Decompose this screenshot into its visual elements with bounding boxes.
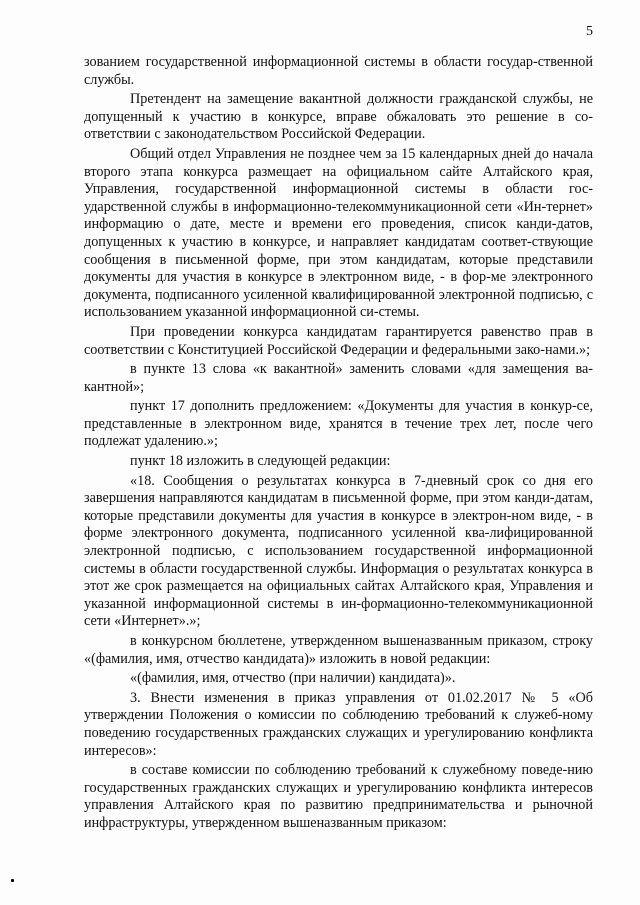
paragraph-general-department: Общий отдел Управления не позднее чем за 15 календарных дней до начала второго этапа конкурса размещает на официальном сайте Алтайского края, Управления, государственной информационной системы в области гос-ударственной службы в информационно-телекоммуникационной сети «Ин-тернет» информацию о дате, месте и времени его проведения, список канди-датов, допущенных к участию в конкурсе, и направляет кандидатам соответ-ствующие сообщения в письменной форме, при этом кандидатам, которые представили документы для участия в конкурсе в электронном виде, - в фор-ме электронного документа, подписанного усиленной квалифицированной электронной подписью, с использованием указанной информационной си-стемы.	[84, 145, 593, 321]
paragraph-equal-rights: При проведении конкурса кандидатам гарантируется равенство прав в соответствии с Конституцией Российской Федерации и федеральными зако-нами.»;	[84, 323, 593, 358]
paragraph-ballot: в конкурсном бюллетене, утвержденном вышеназванным приказом, строку «(фамилия, имя, отчество кандидата)» изложить в новой редакции:	[84, 633, 593, 667]
paragraph-item-13: в пункте 13 слова «к вакантной» заменить словами «для замещения ва-кантной»;	[84, 361, 593, 395]
document-body	[84, 54, 593, 835]
paragraph-appeal-right: Претендент на замещение вакантной должности гражданской службы, не допущенный к участию в конкурсе, вправе обжаловать это решение в со-ответствии с законодательством Российской Федерации.	[84, 91, 593, 143]
page-number: 5	[586, 24, 593, 39]
paragraph-item-17: пункт 17 дополнить предложением: «Документы для участия в конкур-се, представленные в электронном виде, хранятся в течение трех лет, после чего подлежат удалению.»;	[84, 398, 593, 450]
paragraph-continuation: зованием государственной информационной системы в области государ-ственной службы.	[84, 54, 593, 88]
paragraph-commission-composition: в составе комиссии по соблюдению требований к служебному поведе-нию государственных гражданских служащих и урегулированию конфликта интересов управления Алтайского края по развитию предпринимательства и рыночной инфраструктуры, утвержденном вышеназванным приказом:	[84, 762, 593, 831]
scan-speck	[11, 879, 14, 882]
paragraph-order-amendment: 3. Внести изменения в приказ управления от 01.02.2017 № 5 «Об утверждении Положения о комиссии по соблюдению требований к служеб-ному поведению государственных гражданских служащих и урегулированию конфликта интересов»:	[84, 689, 593, 759]
paragraph-item-18-intro: пункт 18 изложить в следующей редакции:	[130, 453, 391, 470]
paragraph-item-18-text: «18. Сообщения о результатах конкурса в 7-дневный срок со дня его завершения направляются кандидатам в письменной форме, при этом канди-датам, которые представили документы для участия в конкурсе в электрон-ном виде, - в форме электронного документа, подписанного усиленной ква-лифицированной электронной подписью, с использованием государственной информационной системы в области государственной службы. Информация о результатах конкурса в этот же срок размещается на официальных сайтах Алтайского края, Управления и указанной информационной системы в ин-формационно-телекоммуникационной сети «Интернет».»;	[84, 472, 593, 630]
paragraph-ballot-new-line: «(фамилия, имя, отчество (при наличии) кандидата)».	[130, 670, 456, 687]
